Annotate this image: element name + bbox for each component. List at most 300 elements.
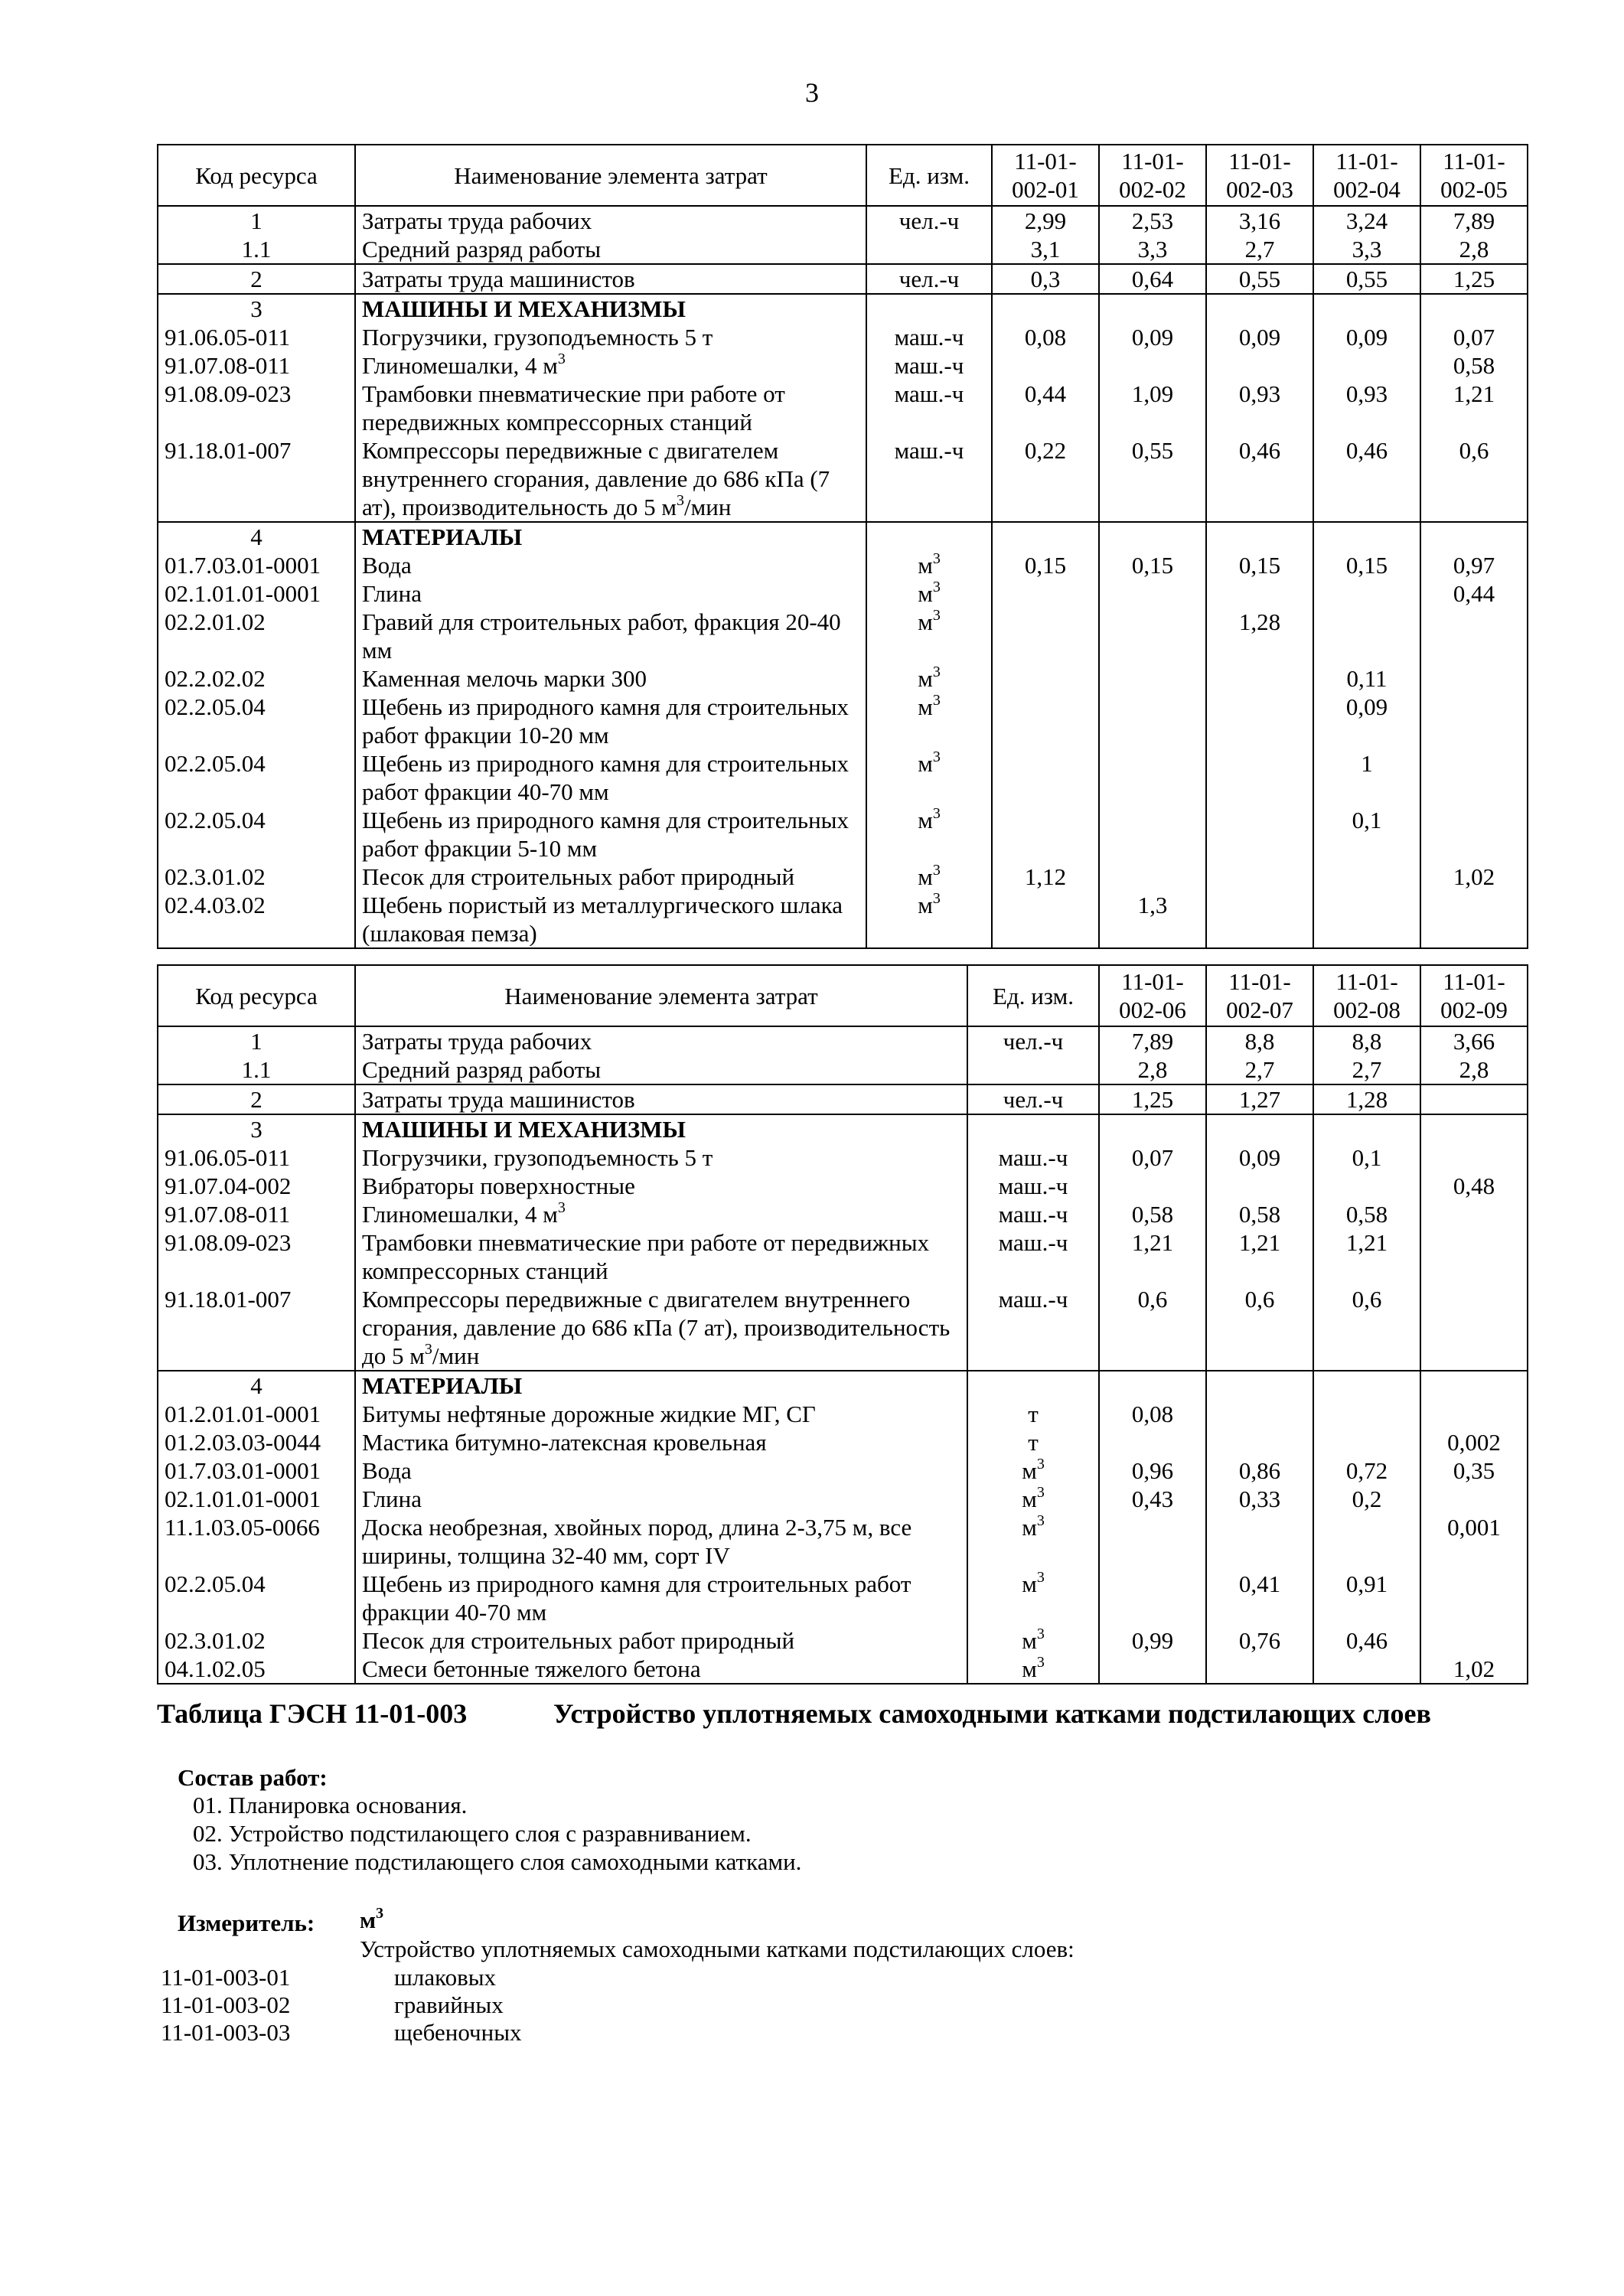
resource-name — [355, 1626, 967, 1655]
header-col-line: 11-01- — [1335, 968, 1398, 995]
header-unit: Ед. изм. — [866, 145, 992, 206]
section-heading — [157, 1698, 1527, 1730]
norm-value: 0,46 — [1313, 436, 1420, 522]
norm-value — [1099, 693, 1206, 749]
resource-code: 1 — [158, 206, 355, 235]
resource-unit-text: маш.-ч — [998, 1286, 1068, 1313]
resource-code: 91.07.08-011 — [158, 1200, 355, 1228]
norm-value: 0,08 — [1099, 1400, 1206, 1428]
header-col-1 — [992, 145, 1099, 206]
norm-value — [992, 522, 1099, 551]
resource-name — [355, 235, 866, 264]
resource-unit — [866, 891, 992, 948]
table-row — [158, 1143, 1528, 1172]
resource-name — [355, 1400, 967, 1428]
resource-unit-text: м — [918, 693, 933, 720]
resource-unit-sup: 3 — [1036, 1653, 1045, 1671]
norm-value: 2,99 — [992, 206, 1099, 235]
table-row — [158, 1456, 1528, 1485]
resource-name — [355, 1172, 967, 1200]
resource-unit-sup: 3 — [932, 691, 941, 709]
norm-value — [1206, 1400, 1313, 1428]
table-row — [158, 235, 1528, 264]
norm-value — [992, 294, 1099, 323]
header-code: Код ресурса — [158, 965, 355, 1026]
header-col-line: 11-01- — [1443, 968, 1505, 995]
resource-name-text: Вибраторы поверхностные — [362, 1172, 635, 1199]
works-item: 02. Устройство подстилающего слоя с разравниванием. — [193, 1820, 752, 1847]
resource-name-text: Затраты труда рабочих — [362, 1028, 592, 1055]
resource-name-text: Компрессоры передвижные с двигателем внутреннего сгорания, давление до 686 кПа (7 ат), производительность до 5 м — [362, 437, 830, 520]
norm-value — [1313, 1172, 1420, 1200]
header-col-line: 002-07 — [1226, 996, 1293, 1023]
header-col-line: 002-01 — [1012, 176, 1079, 203]
resource-unit-text: маш.-ч — [998, 1201, 1068, 1228]
norm-value: 2,8 — [1420, 235, 1528, 264]
norm-value: 0,46 — [1206, 436, 1313, 522]
norm-value — [1099, 351, 1206, 380]
norm-value — [1099, 1114, 1206, 1143]
resource-name-text: Щебень пористый из металлургического шлака (шлаковая пемза) — [362, 892, 843, 947]
resource-name — [355, 749, 866, 806]
norm-value — [1420, 294, 1528, 323]
norm-value — [992, 891, 1099, 948]
header-col-5 — [1420, 145, 1528, 206]
norm-value — [1206, 1371, 1313, 1400]
resource-name-sup: 3 — [557, 350, 566, 367]
norm-value: 0,6 — [1099, 1285, 1206, 1371]
resource-code: 02.2.05.04 — [158, 1570, 355, 1626]
resource-code: 11.1.03.05-0066 — [158, 1513, 355, 1570]
resource-name-text: Компрессоры передвижные с двигателем внутреннего сгорания, давление до 686 кПа (7 ат), производительность до 5 м — [362, 1286, 951, 1369]
resource-unit — [967, 1513, 1099, 1570]
norm-value: 0,86 — [1206, 1456, 1313, 1485]
resource-unit — [866, 749, 992, 806]
norm-value: 0,002 — [1420, 1428, 1528, 1456]
resource-name — [355, 1084, 967, 1114]
resource-name-text: Щебень из природного камня для строительных работ фракции 5-10 мм — [362, 807, 849, 862]
table-row — [158, 1084, 1528, 1114]
header-col-line: 11-01- — [1228, 968, 1291, 995]
table-row — [158, 323, 1528, 351]
table-label: Таблица ГЭСН 11-01-003 — [157, 1698, 468, 1729]
resource-code: 02.2.05.04 — [158, 693, 355, 749]
norm-value — [1420, 1400, 1528, 1428]
norm-value — [1206, 1172, 1313, 1200]
table-row — [158, 1655, 1528, 1684]
section-title: Устройство уплотняемых самоходными катками подстилающих слоев — [553, 1698, 1431, 1729]
resource-name-text: Битумы нефтяные дорожные жидкие МГ, СГ — [362, 1401, 816, 1427]
table-header-row — [158, 145, 1528, 206]
norm-value — [1313, 863, 1420, 891]
resource-name-text: МАШИНЫ И МЕХАНИЗМЫ — [362, 295, 686, 322]
resource-name — [355, 1055, 967, 1084]
resource-unit-text: м — [1022, 1655, 1037, 1682]
item-label: щебеночных — [394, 2019, 522, 2046]
norm-value — [1420, 1485, 1528, 1513]
resource-name-text: Глиномешалки, 4 м — [362, 352, 558, 379]
norm-value — [1099, 1172, 1206, 1200]
norm-value: 0,09 — [1313, 693, 1420, 749]
header-col-4 — [1420, 965, 1528, 1026]
norm-value — [1420, 1143, 1528, 1172]
resource-unit-text: маш.-ч — [998, 1144, 1068, 1171]
resource-name-text: Затраты труда рабочих — [362, 207, 592, 234]
resource-name-text: Вода — [362, 1457, 412, 1484]
norm-value — [1206, 579, 1313, 608]
norm-value: 0,44 — [992, 380, 1099, 436]
norm-value: 2,53 — [1099, 206, 1206, 235]
norm-value: 0,15 — [1313, 551, 1420, 579]
resource-unit-text: чел.-ч — [1003, 1028, 1064, 1055]
resource-unit-sup: 3 — [932, 550, 941, 567]
table-row — [158, 664, 1528, 693]
resource-code: 01.7.03.01-0001 — [158, 551, 355, 579]
norm-value — [1420, 1626, 1528, 1655]
resource-code: 4 — [158, 522, 355, 551]
resource-name — [355, 1200, 967, 1228]
resource-name — [355, 1371, 967, 1400]
norm-value — [992, 749, 1099, 806]
norm-value — [992, 664, 1099, 693]
resource-code: 3 — [158, 294, 355, 323]
norm-value — [1206, 693, 1313, 749]
norm-value: 0,41 — [1206, 1570, 1313, 1626]
norm-value: 0,2 — [1313, 1485, 1420, 1513]
meter-unit-text: м — [360, 1906, 377, 1933]
resource-unit — [866, 235, 992, 264]
table-row — [158, 206, 1528, 235]
norm-value: 0,96 — [1099, 1456, 1206, 1485]
norm-value: 0,35 — [1420, 1456, 1528, 1485]
resource-name — [355, 351, 866, 380]
header-col-line: 002-03 — [1226, 176, 1293, 203]
resource-name-text: Щебень из природного камня для строительных работ фракции 40-70 мм — [362, 1570, 911, 1626]
header-col-1 — [1099, 965, 1206, 1026]
norm-value: 3,16 — [1206, 206, 1313, 235]
resource-name-text: Глина — [362, 1486, 422, 1512]
norm-value — [1206, 806, 1313, 863]
norm-value — [1313, 1371, 1420, 1400]
resource-name — [355, 522, 866, 551]
norm-value — [992, 351, 1099, 380]
norm-value — [1099, 294, 1206, 323]
norm-value: 3,3 — [1313, 235, 1420, 264]
table-row — [158, 579, 1528, 608]
table-row — [158, 294, 1528, 323]
resource-name — [355, 1026, 967, 1055]
table-row — [158, 522, 1528, 551]
norm-value: 1,28 — [1206, 608, 1313, 664]
resource-unit-text: т — [1028, 1401, 1039, 1427]
resource-unit-text: м — [1022, 1570, 1037, 1597]
norm-value — [1420, 1228, 1528, 1285]
table-row — [158, 1285, 1528, 1371]
resource-unit — [967, 1026, 1099, 1055]
resource-unit-sup: 3 — [932, 606, 941, 624]
table-row — [158, 863, 1528, 891]
resource-name — [355, 664, 866, 693]
resource-name-text: Затраты труда машинистов — [362, 1086, 635, 1113]
resource-code: 02.4.03.02 — [158, 891, 355, 948]
resource-name-sup: 3 — [557, 1199, 566, 1216]
norm-value — [992, 693, 1099, 749]
resource-unit — [866, 522, 992, 551]
norm-value: 1,02 — [1420, 863, 1528, 891]
resource-unit — [967, 1428, 1099, 1456]
norm-value — [992, 579, 1099, 608]
page-number: 3 — [805, 77, 819, 108]
resource-unit — [967, 1172, 1099, 1200]
table-row — [158, 1055, 1528, 1084]
resource-name — [355, 551, 866, 579]
norm-value: 0,22 — [992, 436, 1099, 522]
table-row — [158, 1570, 1528, 1626]
table-row — [158, 806, 1528, 863]
works-item: 01. Планировка основания. — [193, 1792, 468, 1818]
resource-name-text: Трамбовки пневматические при работе от передвижных компрессорных станций — [362, 1229, 930, 1284]
table-row — [158, 1114, 1528, 1143]
resource-unit-text: м — [918, 552, 933, 579]
norm-value: 0,48 — [1420, 1172, 1528, 1200]
norm-value: 0,93 — [1206, 380, 1313, 436]
table-row — [158, 1371, 1528, 1400]
resource-name — [355, 1228, 967, 1285]
norm-value: 0,3 — [992, 264, 1099, 294]
resource-code: 02.1.01.01-0001 — [158, 1485, 355, 1513]
norm-value: 3,66 — [1420, 1026, 1528, 1055]
norm-value: 8,8 — [1313, 1026, 1420, 1055]
meter-label: Измеритель: — [178, 1910, 315, 1936]
item-code: 11-01-003-01 — [161, 1964, 291, 1991]
norm-value — [1099, 806, 1206, 863]
resource-name-text: Песок для строительных работ природный — [362, 863, 795, 890]
norm-value — [1099, 1513, 1206, 1570]
norm-value — [1313, 351, 1420, 380]
resource-unit — [967, 1485, 1099, 1513]
norm-value: 0,58 — [1313, 1200, 1420, 1228]
table-row — [158, 1172, 1528, 1200]
resource-name-text: Щебень из природного камня для строительных работ фракции 40-70 мм — [362, 750, 849, 805]
norm-value: 2,8 — [1420, 1055, 1528, 1084]
resource-name — [355, 891, 866, 948]
resource-unit — [967, 1371, 1099, 1400]
resource-unit-text: чел.-ч — [898, 266, 960, 292]
resource-unit-text: м — [918, 863, 933, 890]
norm-value: 0,08 — [992, 323, 1099, 351]
resource-code: 02.2.05.04 — [158, 806, 355, 863]
resource-unit-text: маш.-ч — [894, 352, 964, 379]
norm-value — [1420, 1570, 1528, 1626]
resource-unit — [866, 351, 992, 380]
norm-value: 7,89 — [1420, 206, 1528, 235]
norm-value: 3,3 — [1099, 235, 1206, 264]
norm-value: 0,97 — [1420, 551, 1528, 579]
norm-value — [1099, 1371, 1206, 1400]
table-row — [158, 1200, 1528, 1228]
item-label: шлаковых — [394, 1964, 497, 1991]
resource-unit-sup: 3 — [1036, 1625, 1045, 1642]
resource-unit — [866, 693, 992, 749]
resource-unit-sup: 3 — [932, 804, 941, 822]
resource-unit — [866, 323, 992, 351]
table-row — [158, 891, 1528, 948]
resource-code: 1.1 — [158, 1055, 355, 1084]
norm-value: 0,11 — [1313, 664, 1420, 693]
norm-value: 3,1 — [992, 235, 1099, 264]
table-row — [158, 1026, 1528, 1055]
resource-name-tail: /мин — [432, 1342, 480, 1369]
resource-code: 02.2.05.04 — [158, 749, 355, 806]
norm-value: 0,99 — [1099, 1626, 1206, 1655]
resource-unit-text: маш.-ч — [894, 324, 964, 351]
norm-value: 0,6 — [1313, 1285, 1420, 1371]
norm-value — [1313, 891, 1420, 948]
resource-name — [355, 1485, 967, 1513]
resource-code: 91.18.01-007 — [158, 1285, 355, 1371]
resource-unit — [967, 1114, 1099, 1143]
resource-name — [355, 436, 866, 522]
norm-value: 0,09 — [1313, 323, 1420, 351]
norm-value: 0,43 — [1099, 1485, 1206, 1513]
resource-unit-text: маш.-ч — [894, 437, 964, 464]
resource-name — [355, 1143, 967, 1172]
resource-name-text: МАТЕРИАЛЫ — [362, 1372, 523, 1399]
norm-value: 1,25 — [1420, 264, 1528, 294]
norm-value — [1206, 522, 1313, 551]
resource-code: 02.1.01.01-0001 — [158, 579, 355, 608]
resource-name-text: Глина — [362, 580, 422, 607]
header-col-line: 002-08 — [1333, 996, 1401, 1023]
resource-name — [355, 294, 866, 323]
norm-value: 0,55 — [1206, 264, 1313, 294]
norm-value: 0,91 — [1313, 1570, 1420, 1626]
norm-value — [1099, 1570, 1206, 1626]
norm-value: 0,6 — [1206, 1285, 1313, 1371]
resource-name — [355, 264, 866, 294]
norm-value — [1099, 863, 1206, 891]
norm-value: 1,21 — [1099, 1228, 1206, 1285]
table-row — [158, 749, 1528, 806]
norm-value — [1420, 749, 1528, 806]
resource-unit — [967, 1200, 1099, 1228]
norm-value — [1313, 1114, 1420, 1143]
table-row — [158, 1513, 1528, 1570]
norm-value: 0,64 — [1099, 264, 1206, 294]
norm-value — [1420, 1114, 1528, 1143]
resource-unit-text: м — [1022, 1514, 1037, 1541]
resource-name — [355, 608, 866, 664]
header-col-line: 002-04 — [1333, 176, 1401, 203]
table-row — [158, 1228, 1528, 1285]
resource-unit-text: м — [918, 807, 933, 833]
resource-unit — [967, 1626, 1099, 1655]
table-row — [158, 608, 1528, 664]
resource-name-text: Погрузчики, грузоподъемность 5 т — [362, 1144, 713, 1171]
norm-value: 0,6 — [1420, 436, 1528, 522]
resource-name-text: Затраты труда машинистов — [362, 266, 635, 292]
resource-unit — [866, 664, 992, 693]
resource-unit-sup: 3 — [932, 578, 941, 595]
header-col-4 — [1313, 145, 1420, 206]
header-col-line: 11-01- — [1121, 148, 1184, 174]
header-col-line: 002-09 — [1440, 996, 1508, 1023]
resource-unit — [967, 1055, 1099, 1084]
resource-name-text: Средний разряд работы — [362, 236, 602, 263]
resource-unit — [866, 579, 992, 608]
resource-code: 91.08.09-023 — [158, 380, 355, 436]
resource-unit-sup: 3 — [1036, 1512, 1045, 1529]
norm-value: 0,58 — [1206, 1200, 1313, 1228]
table-row — [158, 693, 1528, 749]
norm-value — [1099, 522, 1206, 551]
item-label: гравийных — [394, 1991, 504, 2018]
header-col-line: 002-02 — [1119, 176, 1186, 203]
norm-value: 0,1 — [1313, 806, 1420, 863]
norm-value — [1313, 608, 1420, 664]
header-unit: Ед. изм. — [967, 965, 1099, 1026]
resource-unit-text: м — [918, 580, 933, 607]
resource-name — [355, 380, 866, 436]
resource-name — [355, 1456, 967, 1485]
norm-value: 2,7 — [1313, 1055, 1420, 1084]
resource-unit — [967, 1570, 1099, 1626]
norm-value: 1,12 — [992, 863, 1099, 891]
resource-unit — [967, 1456, 1099, 1485]
resource-name — [355, 1114, 967, 1143]
norm-value — [1099, 1428, 1206, 1456]
norm-value: 0,93 — [1313, 380, 1420, 436]
table-row — [158, 1428, 1528, 1456]
meter-description: Устройство уплотняемых самоходными катками подстилающих слоев: — [360, 1936, 1075, 1962]
norm-value — [1206, 863, 1313, 891]
item-code: 11-01-003-03 — [161, 2019, 291, 2046]
norm-value — [1313, 1428, 1420, 1456]
resource-name-text: Погрузчики, грузоподъемность 5 т — [362, 324, 713, 351]
resource-name — [355, 1428, 967, 1456]
norm-value: 1,3 — [1099, 891, 1206, 948]
resource-unit-text: м — [918, 608, 933, 635]
resource-unit — [967, 1084, 1099, 1114]
resource-name — [355, 206, 866, 235]
resource-code: 2 — [158, 1084, 355, 1114]
header-col-line: 002-05 — [1440, 176, 1508, 203]
norm-value — [1206, 1114, 1313, 1143]
header-col-line: 11-01- — [1443, 148, 1505, 174]
resource-name — [355, 806, 866, 863]
norm-value: 0,15 — [992, 551, 1099, 579]
resource-unit-text: м — [1022, 1627, 1037, 1654]
resource-name-text: Щебень из природного камня для строительных работ фракции 10-20 мм — [362, 693, 849, 748]
resource-name — [355, 863, 866, 891]
norm-value — [1420, 608, 1528, 664]
header-col-line: 11-01- — [1335, 148, 1398, 174]
resource-unit — [866, 436, 992, 522]
norm-value: 2,7 — [1206, 235, 1313, 264]
resource-unit-sup: 3 — [1036, 1568, 1045, 1586]
norm-value — [1206, 664, 1313, 693]
resource-unit-text: чел.-ч — [1003, 1086, 1064, 1113]
norm-value: 0,09 — [1206, 1143, 1313, 1172]
resource-name-text: МАШИНЫ И МЕХАНИЗМЫ — [362, 1116, 686, 1143]
resource-code: 02.2.01.02 — [158, 608, 355, 664]
norm-value — [1420, 693, 1528, 749]
norm-value — [1420, 1285, 1528, 1371]
norm-value: 0,58 — [1420, 351, 1528, 380]
norm-value: 0,44 — [1420, 579, 1528, 608]
header-col-3 — [1206, 145, 1313, 206]
norm-value: 1,27 — [1206, 1084, 1313, 1114]
